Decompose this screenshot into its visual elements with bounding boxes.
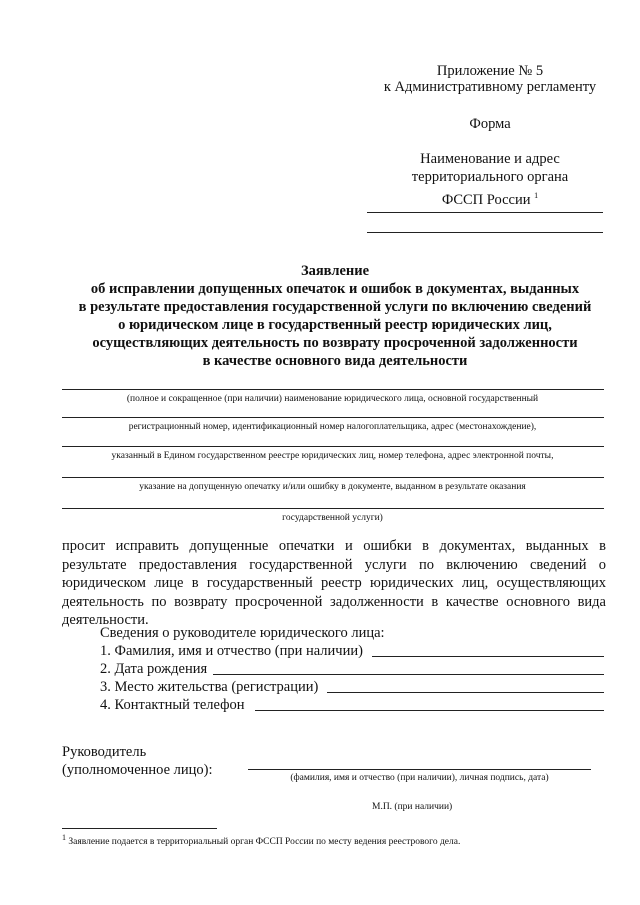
applicant-line-5[interactable] <box>62 508 604 509</box>
field-phone-label: 4. Контактный телефон <box>100 697 245 713</box>
caption-1: (полное и сокращенное (при наличии) наименование юридического лица, основной государственный <box>126 394 539 404</box>
signatory-label: Руководитель <box>62 744 147 760</box>
addressee-line2: территориального органа <box>411 169 569 185</box>
footnote-text: Заявление подается в территориальный орган ФССП России по месту ведения реестрового дела. <box>68 837 461 848</box>
field-birth-date-input[interactable] <box>213 674 604 675</box>
request-paragraph: просит исправить допущенные опечатки и ошибки в документах, выданных в результате предоставления государственной услуги по включению сведений о юридическом лице в государственный реестр юридических лиц, осуществляющих деятельность по возврату просроченной задолженности в качестве основного вида деятельности. <box>62 538 606 628</box>
addressee-org: ФССП России <box>441 191 531 208</box>
document-heading: Заявление <box>300 263 370 279</box>
caption-2: регистрационный номер, идентификационный номер налогоплательщика, адрес (местонахождение), <box>128 422 537 432</box>
form-label: Форма <box>469 116 511 132</box>
signature-caption: (фамилия, имя и отчество (при наличии), личная подпись, дата) <box>290 773 549 783</box>
addressee-line1: Наименование и адрес <box>420 151 560 167</box>
addressee-input-line-1[interactable] <box>367 212 603 213</box>
field-full-name-label: 1. Фамилия, имя и отчество (при наличии) <box>100 643 363 659</box>
applicant-line-2[interactable] <box>62 417 604 418</box>
footnote-mark: 1 <box>62 833 66 842</box>
document-title-line1: об исправлении допущенных опечаток и ошибок в документах, выданных <box>90 281 580 297</box>
footnote-separator <box>62 828 217 829</box>
caption-4: указание на допущенную опечатку и/или ошибку в документе, выданном в результате оказания <box>139 482 526 492</box>
document-title-line2: в результате предоставления государственной услуги по включению сведений <box>78 299 592 315</box>
applicant-line-4[interactable] <box>62 477 604 478</box>
document-title-line5: в качестве основного вида деятельности <box>202 353 468 369</box>
document-title-line4: осуществляющих деятельность по возврату просроченной задолженности <box>92 335 578 351</box>
field-birth-date-label: 2. Дата рождения <box>100 661 208 677</box>
addressee-input-line-2[interactable] <box>367 232 603 233</box>
footnote <box>62 832 460 848</box>
field-residence-label: 3. Место жительства (регистрации) <box>100 679 319 695</box>
addressee-line3 <box>340 186 640 210</box>
document-title-line3: о юридическом лице в государственный реестр юридических лиц, <box>118 317 552 333</box>
caption-3: указанный в Едином государственном реестре юридических лиц, номер телефона, адрес электронной почты, <box>111 451 554 461</box>
signature-line[interactable] <box>248 769 591 770</box>
footnote-reference: 1 <box>534 191 539 200</box>
appendix-number: Приложение № 5 <box>436 63 544 79</box>
applicant-line-1[interactable] <box>62 389 604 390</box>
stamp-label: М.П. (при наличии) <box>372 802 453 812</box>
applicant-line-3[interactable] <box>62 446 604 447</box>
signatory-role-label: (уполномоченное лицо): <box>62 762 213 778</box>
caption-5: государственной услуги) <box>282 513 383 523</box>
field-full-name-input[interactable] <box>372 656 604 657</box>
field-residence-input[interactable] <box>327 692 604 693</box>
regulation-reference: к Административному регламенту <box>383 79 597 95</box>
field-phone-input[interactable] <box>255 710 604 711</box>
head-info-heading: Сведения о руководителе юридического лица: <box>100 625 385 641</box>
